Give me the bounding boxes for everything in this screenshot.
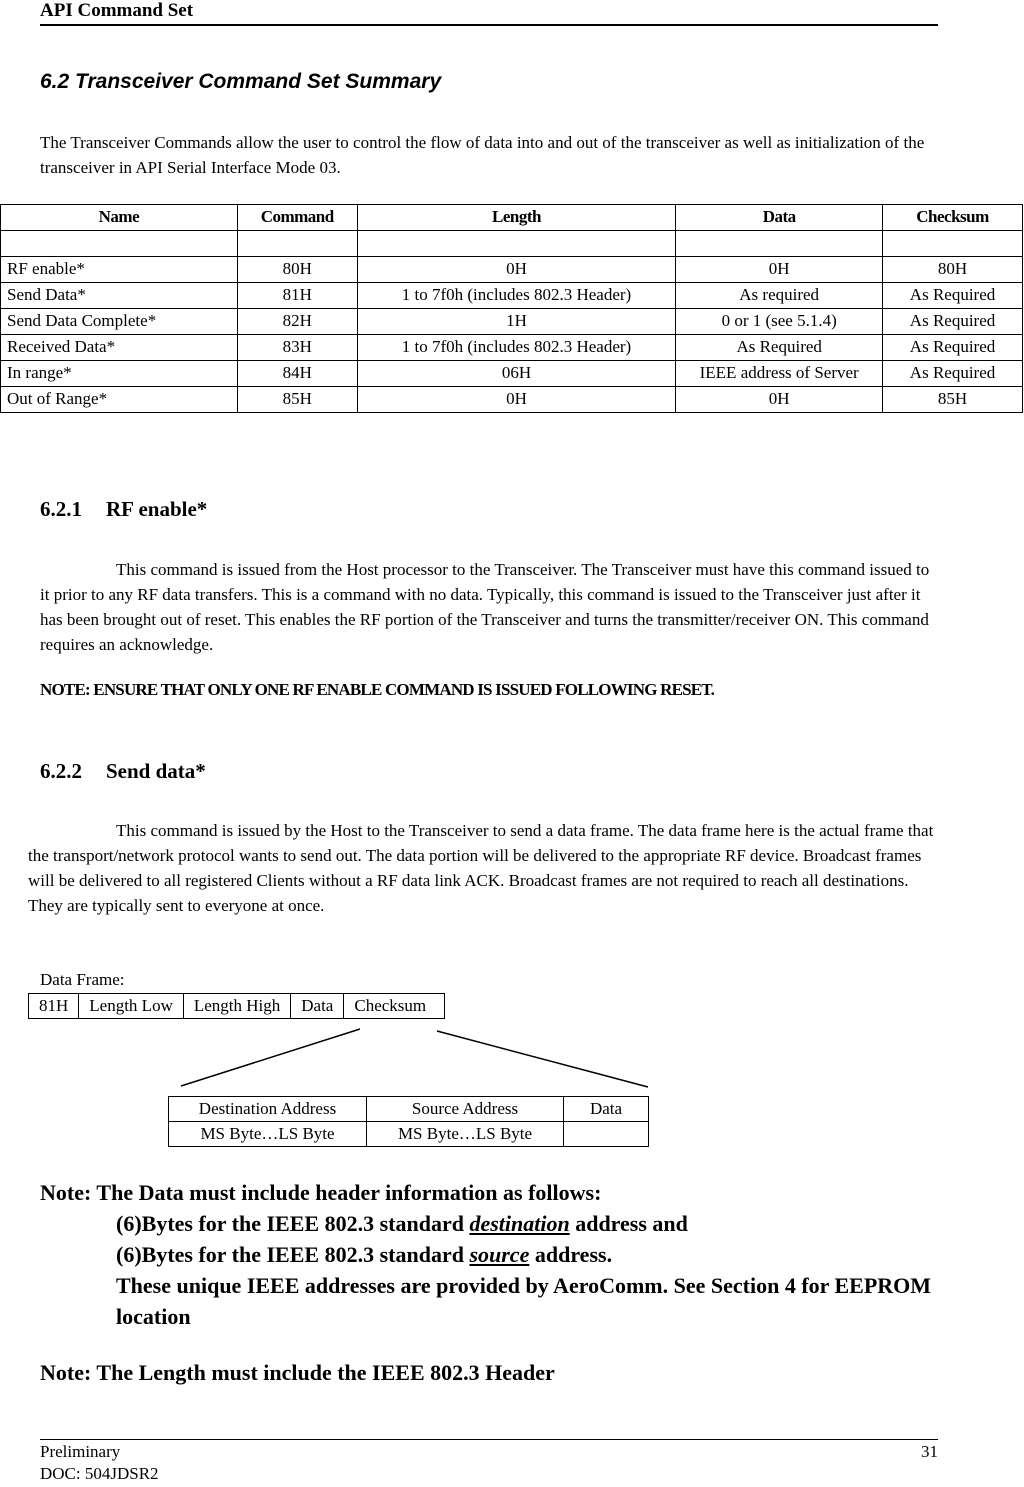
section-intro: The Transceiver Commands allow the user to control the flow of data into and out of the transceiver as well as initialization of the transceiver in API Serial Interface Mode 03. [40,133,925,177]
table-cell: 0H [357,387,676,413]
col-header: Name [1,205,238,231]
sub-cell [564,1122,649,1147]
rf-enable-body: This command is issued from the Host processor to the Transceiver. The Transceiver must have this command issued to it prior to any RF data transfers. This is a command with no data. Typically, this command is issued to the Transceiver just after it has been brought out of reset. This enables the RF portion of the Transceiver and turns the transmitter/receiver ON. This command requires an acknowledge. [40,560,930,654]
doc-id: DOC: 504JDSR2 [40,1464,159,1483]
table-cell: 1 to 7f0h (includes 802.3 Header) [357,335,676,361]
data-field-table [168,1096,649,1147]
footer-rule [40,1439,938,1440]
table-cell: 1H [357,309,676,335]
table-cell: Send Data* [1,283,238,309]
table-cell: 84H [237,361,357,387]
table-cell: 83H [237,335,357,361]
note-line: Note: The Data must include header information as follows: [40,1180,602,1205]
rf-enable-note: NOTE: ENSURE THAT ONLY ONE RF ENABLE COMMAND IS ISSUED FOLLOWING RESET. [40,680,715,699]
note-line [40,1208,940,1239]
note-text: (6)Bytes for the IEEE 802.3 standard [116,1242,470,1267]
table-cell: Out of Range* [1,387,238,413]
table-cell: As Required [883,361,1023,387]
send-data-body: This command is issued by the Host to the Transceiver to send a data frame. The data frame here is the actual frame that the transport/network protocol wants to send out. The data portion will be delivered to the appropriate RF device. Broadcast frames will be delivered to all registered Clients without a RF data link ACK. Broadcast frames are not required to reach all destinations. They are typically sent to everyone at once. [28,821,934,915]
heading-text: RF enable* [106,497,208,521]
table-cell: As Required [676,335,883,361]
table-cell: 0H [676,387,883,413]
table-cell: Send Data Complete* [1,309,238,335]
length-note: Note: The Length must include the IEEE 802.3 Header [40,1360,555,1385]
section-title: 6.2 Transceiver Command Set Summary [40,70,442,93]
note-line: These unique IEEE addresses are provided by AeroComm. See Section 4 for EEPROM location [116,1273,932,1329]
sub-cell: MS Byte…LS Byte [169,1122,367,1147]
col-header: Checksum [883,205,1023,231]
data-note [40,1177,940,1332]
col-header: Length [357,205,676,231]
heading-number: 6.2.1 [40,497,82,521]
table-cell: As Required [883,335,1023,361]
note-text: (6)Bytes for the IEEE 802.3 standard [116,1211,470,1236]
running-header: API Command Set [40,0,194,21]
table-cell: As Required [883,309,1023,335]
table-cell: 0 or 1 (see 5.1.4) [676,309,883,335]
sub-header: Data [564,1097,649,1122]
expansion-line-left [181,1029,360,1086]
table-cell: In range* [1,361,238,387]
sub-header: Destination Address [169,1097,367,1122]
note-emphasis: destination [469,1211,570,1236]
table-cell: 0H [676,257,883,283]
col-header: Command [237,205,357,231]
heading-number: 6.2.2 [40,759,82,783]
table-cell: 1 to 7f0h (includes 802.3 Header) [357,283,676,309]
heading-text: Send data* [106,759,206,783]
frame-field: 81H [29,994,79,1019]
frame-field: Data [291,994,344,1019]
table-cell: 06H [357,361,676,387]
table-cell: 80H [237,257,357,283]
table-cell: 82H [237,309,357,335]
table-cell: 80H [883,257,1023,283]
sub-cell: MS Byte…LS Byte [367,1122,564,1147]
table-cell: Received Data* [1,335,238,361]
frame-field: Length High [183,994,290,1019]
expansion-line-right [437,1031,648,1087]
note-text: address. [529,1242,613,1267]
table-cell: 0H [357,257,676,283]
frame-field: Checksum [344,994,445,1019]
data-frame-label: Data Frame: [40,970,125,989]
table-cell: As Required [883,283,1023,309]
sub-header: Source Address [367,1097,564,1122]
frame-field: Length Low [79,994,184,1019]
table-cell: As required [676,283,883,309]
table-cell: 85H [237,387,357,413]
note-line [40,1239,940,1270]
table-cell: RF enable* [1,257,238,283]
note-text: address and [569,1211,688,1236]
page-number: 31 [921,1442,938,1461]
table-cell: 85H [883,387,1023,413]
col-header: Data [676,205,883,231]
note-emphasis: source [469,1242,530,1267]
footer-left: Preliminary [40,1442,121,1461]
table-cell: 81H [237,283,357,309]
table-cell: IEEE address of Server [676,361,883,387]
